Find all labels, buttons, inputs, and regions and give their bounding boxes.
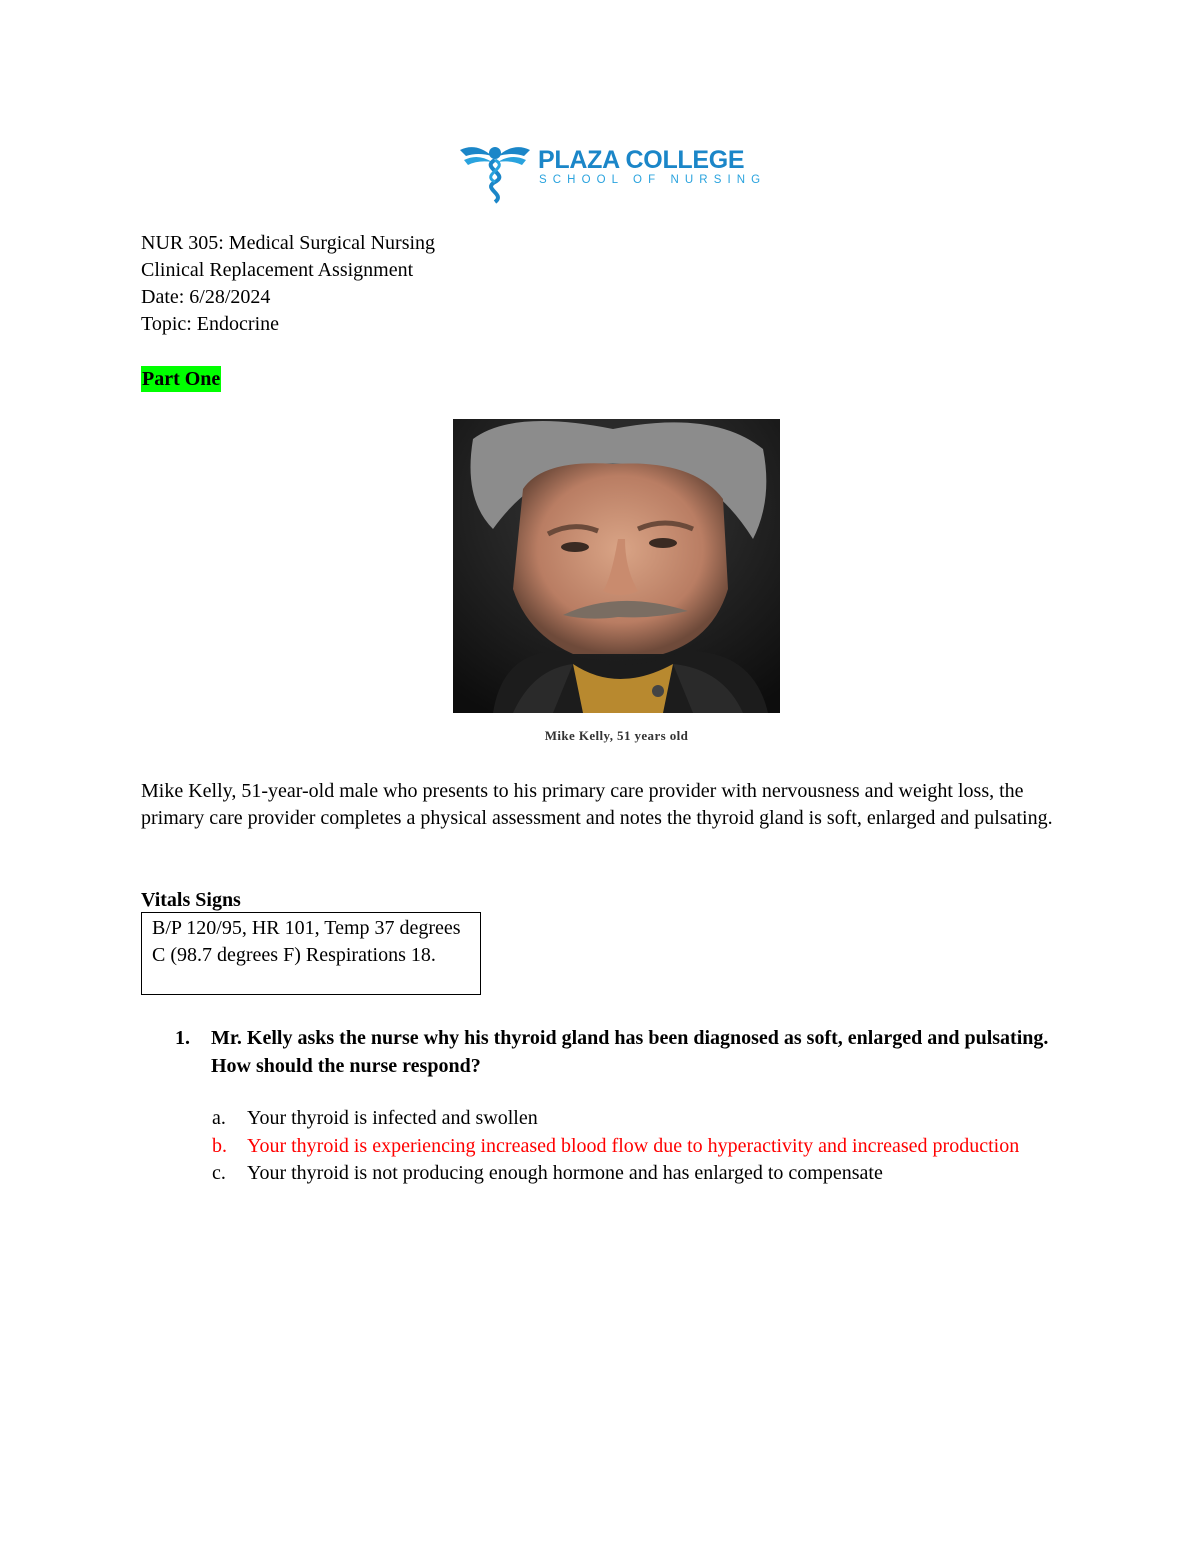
caduceus-wings-icon xyxy=(458,140,532,204)
section-title: Part One xyxy=(142,368,221,390)
assignment-line: Clinical Replacement Assignment xyxy=(141,259,414,281)
option-text: Your thyroid is not producing enough hormone and has enlarged to compensate xyxy=(247,1162,883,1184)
date-line: Date: 6/28/2024 xyxy=(141,286,271,308)
patient-photo xyxy=(453,419,780,713)
option-b xyxy=(212,1133,1062,1161)
vitals-title: Vitals Signs xyxy=(141,889,241,911)
photo-caption: Mike Kelly, 51 years old xyxy=(544,728,689,743)
question-number: 1. xyxy=(175,1027,190,1049)
question-text: Mr. Kelly asks the nurse why his thyroid gland has been diagnosed as soft, enlarged and pulsating. How should the nurse respond? xyxy=(211,1027,1049,1077)
topic-line: Topic: Endocrine xyxy=(141,313,279,335)
option-text: Your thyroid is experiencing increased blood flow due to hyperactivity and increased production xyxy=(247,1134,1020,1157)
vitals-box: B/P 120/95, HR 101, Temp 37 degrees C (98.7 degrees F) Respirations 18. xyxy=(141,912,481,995)
document-header xyxy=(141,230,435,338)
logo-title: PLAZA COLLEGE xyxy=(538,146,745,174)
course-line: NUR 305: Medical Surgical Nursing xyxy=(141,232,436,254)
case-narrative: Mike Kelly, 51-year-old male who presents to his primary care provider with nervousness and weight loss, the primary care provider completes a physical assessment and notes the thyroid gland is soft, enlarged and pulsating. xyxy=(141,780,1053,829)
option-letter: c. xyxy=(212,1162,226,1184)
option-text: Your thyroid is infected and swollen xyxy=(247,1107,538,1129)
answer-options xyxy=(212,1105,1062,1188)
option-letter: b. xyxy=(212,1134,227,1157)
option-letter: a. xyxy=(212,1107,226,1129)
plaza-college-logo xyxy=(458,140,767,204)
option-c xyxy=(212,1160,1062,1188)
option-a xyxy=(212,1105,1062,1133)
logo-subtitle: SCHOOL OF NURSING xyxy=(539,174,767,186)
